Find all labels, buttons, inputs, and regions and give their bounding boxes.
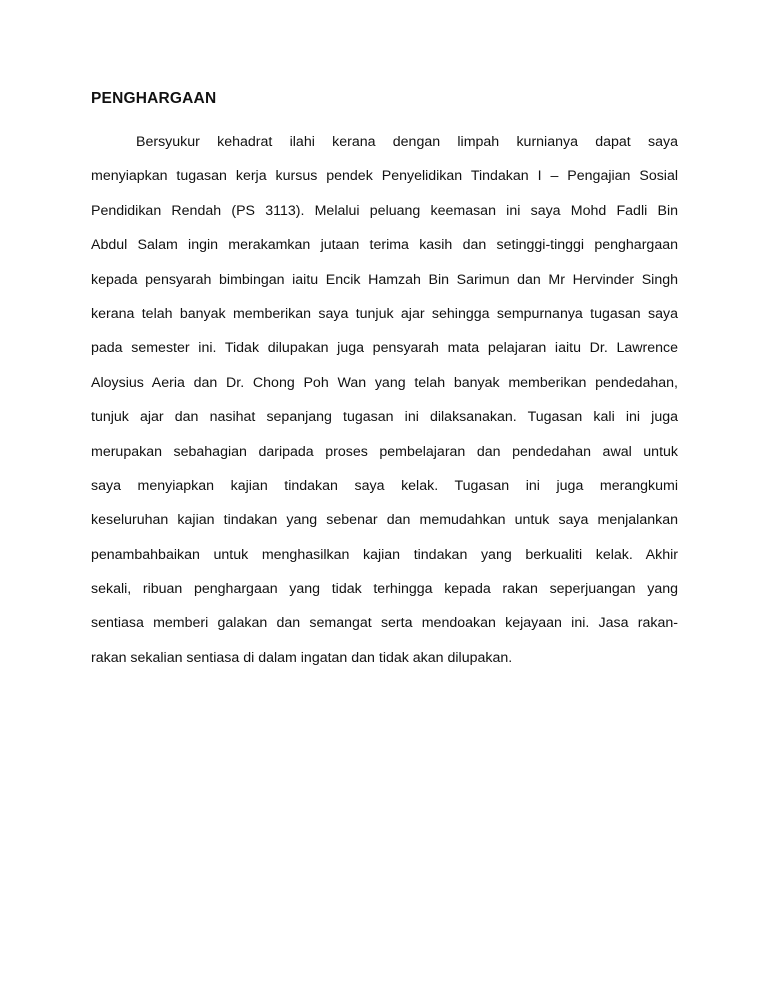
acknowledgement-paragraph [91, 130, 678, 680]
paragraph-line: Pendidikan Rendah (PS 3113). Melalui peluang keemasan ini saya Mohd Fadli Bin [91, 202, 678, 219]
paragraph-line: kepada pensyarah bimbingan iaitu Encik Hamzah Bin Sarimun dan Mr Hervinder Singh [91, 271, 678, 288]
paragraph-line: saya menyiapkan kajian tindakan saya kelak. Tugasan ini juga merangkumi [91, 477, 678, 494]
paragraph-line: penambahbaikan untuk menghasilkan kajian tindakan yang berkualiti kelak. Akhir [91, 546, 678, 563]
paragraph-line: sentiasa memberi galakan dan semangat serta mendoakan kejayaan ini. Jasa rakan- [91, 615, 678, 632]
page-title: PENGHARGAAN [91, 90, 217, 107]
paragraph-line: Abdul Salam ingin merakamkan jutaan terima kasih dan setinggi-tinggi penghargaan [91, 237, 678, 254]
paragraph-line: pada semester ini. Tidak dilupakan juga pensyarah mata pelajaran iaitu Dr. Lawrence [91, 340, 678, 357]
paragraph-line: menyiapkan tugasan kerja kursus pendek Penyelidikan Tindakan I – Pengajian Sosial [91, 168, 678, 185]
paragraph-line: kerana telah banyak memberikan saya tunjuk ajar sehingga sempurnanya tugasan saya [91, 305, 678, 322]
paragraph-line: Bersyukur kehadrat ilahi kerana dengan limpah kurnianya dapat saya [136, 134, 678, 150]
paragraph-line: Aloysius Aeria dan Dr. Chong Poh Wan yang telah banyak memberikan pendedahan, [91, 374, 678, 391]
paragraph-line: rakan sekalian sentiasa di dalam ingatan dan tidak akan dilupakan. [91, 649, 513, 666]
paragraph-line: tunjuk ajar dan nasihat sepanjang tugasan ini dilaksanakan. Tugasan kali ini juga [91, 409, 678, 426]
paragraph-line: sekali, ribuan penghargaan yang tidak terhingga kepada rakan seperjuangan yang [91, 581, 678, 598]
paragraph-line: merupakan sebahagian daripada proses pembelajaran dan pendedahan awal untuk [91, 443, 678, 460]
paragraph-line: keseluruhan kajian tindakan yang sebenar dan memudahkan untuk saya menjalankan [91, 512, 678, 529]
